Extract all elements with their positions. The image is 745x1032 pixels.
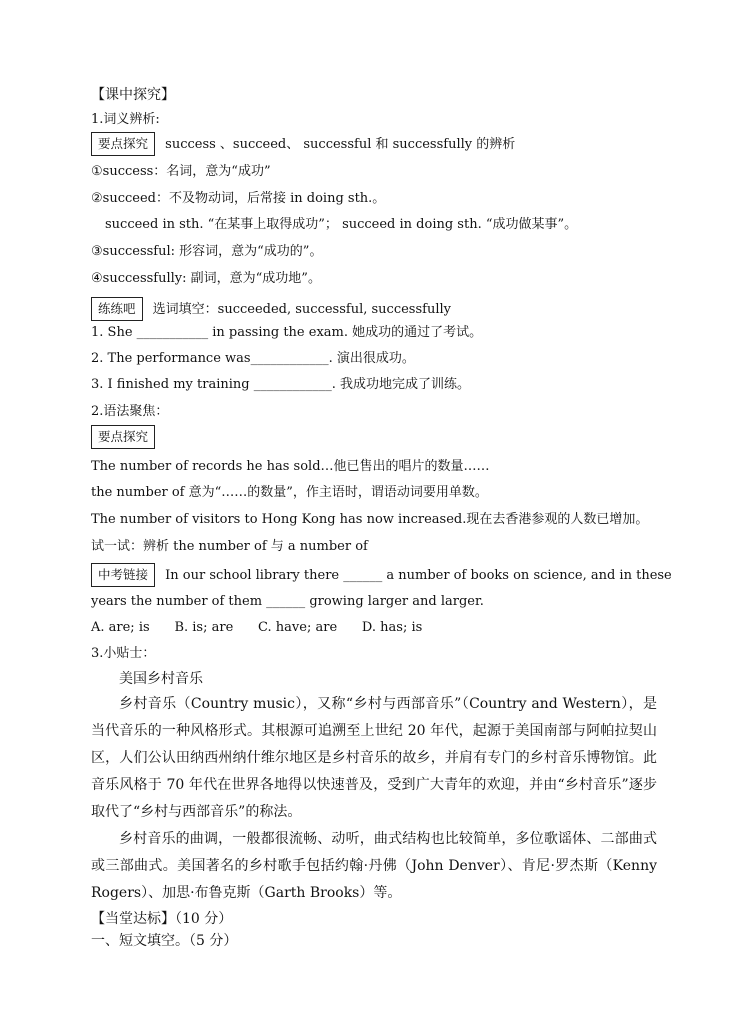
exam-question-line-2: years the number of them ______ growing larger and larger. (91, 594, 484, 609)
tips-heading: 3.小贴士： (91, 646, 156, 661)
exam-options: A. are; is B. is; are C. have; are D. has; is (91, 620, 423, 635)
exam-row (91, 563, 672, 587)
tips-paragraph-1: 乡村音乐（Country music），又称“乡村与西部音乐”（Country and Western），是当代音乐的一种风格形式。其根源可追溯至上世纪 20 年代，起源于美国南部与阿帕拉契山区，人们公认田纳西州纳什维尔地区是乡村音乐的故乡，并肩有专门的乡村音乐博物馆。此音乐风格于 70 年代在世界各地得以快速普及，受到广大青年的欢迎，并由“乡村音乐”逐步取代了“乡村与西部音乐”的称法。 (91, 696, 657, 820)
grammar-heading: 2.语法聚焦： (91, 404, 169, 419)
vocab-line-3: succeed in sth. “在某事上取得成功”； succeed in doing sth. “成功做某事”。 (105, 217, 578, 232)
section-heading-inclass: 【课中探究】 (91, 87, 175, 103)
grammar-line-3: The number of visitors to Hong Kong has now increased.现在去香港参观的人数已增加。 (91, 512, 649, 527)
vocab-line-2: ②succeed：不及物动词，后常接 in doing sth.。 (91, 191, 386, 206)
grammar-box-row (91, 425, 161, 449)
practice-question-3: 3. I finished my training ____________. 我成功地完成了训练。 (91, 377, 470, 392)
tips-paragraph-2: 乡村音乐的曲调，一般都很流畅、动听，曲式结构也比较简单，多位歌谣体、二部曲式或三部曲式。美国著名的乡村歌手包括约翰·丹佛（John Denver）、肯尼·罗杰斯（Kenny Rogers）、加思·布鲁克斯（Garth Brooks）等。 (91, 831, 657, 901)
vocab-line-5: ④successfully: 副词，意为“成功地”。 (91, 271, 321, 286)
practice-box: 练练吧 (91, 297, 143, 321)
grammar-key-point-box: 要点探究 (91, 425, 155, 449)
exam-question-line-1: In our school library there ______ a number of books on science, and in these (165, 568, 672, 583)
key-point-box: 要点探究 (91, 132, 155, 156)
vocab-title: success 、succeed、 successful 和 successfully 的辨析 (165, 137, 516, 152)
grammar-line-1: The number of records he has sold…他已售出的唱片的数量…… (91, 459, 490, 474)
practice-question-1: 1. She ___________ in passing the exam. 她成功的通过了考试。 (91, 325, 483, 340)
vocab-line-4: ③successful: 形容词，意为“成功的”。 (91, 244, 323, 259)
section-heading-target: 【当堂达标】（10 分） (91, 911, 233, 927)
vocab-title-row (91, 132, 515, 156)
exam-link-box: 中考链接 (91, 563, 155, 587)
practice-instruction: 选词填空：succeeded, successful, successfully (152, 302, 451, 317)
practice-question-2: 2. The performance was____________. 演出很成功。 (91, 351, 415, 366)
grammar-try: 试一试：辨析 the number of 与 a number of (91, 539, 368, 554)
practice-row (91, 297, 451, 321)
grammar-line-2: the number of 意为“……的数量”，作主语时，谓语动词要用单数。 (91, 485, 488, 500)
vocab-line-1: ①success：名词，意为“成功” (91, 164, 271, 179)
tips-title: 美国乡村音乐 (119, 671, 203, 687)
part-one-heading: 一、短文填空。（5 分） (91, 933, 238, 949)
vocab-heading: 1.词义辨析: (91, 112, 160, 127)
